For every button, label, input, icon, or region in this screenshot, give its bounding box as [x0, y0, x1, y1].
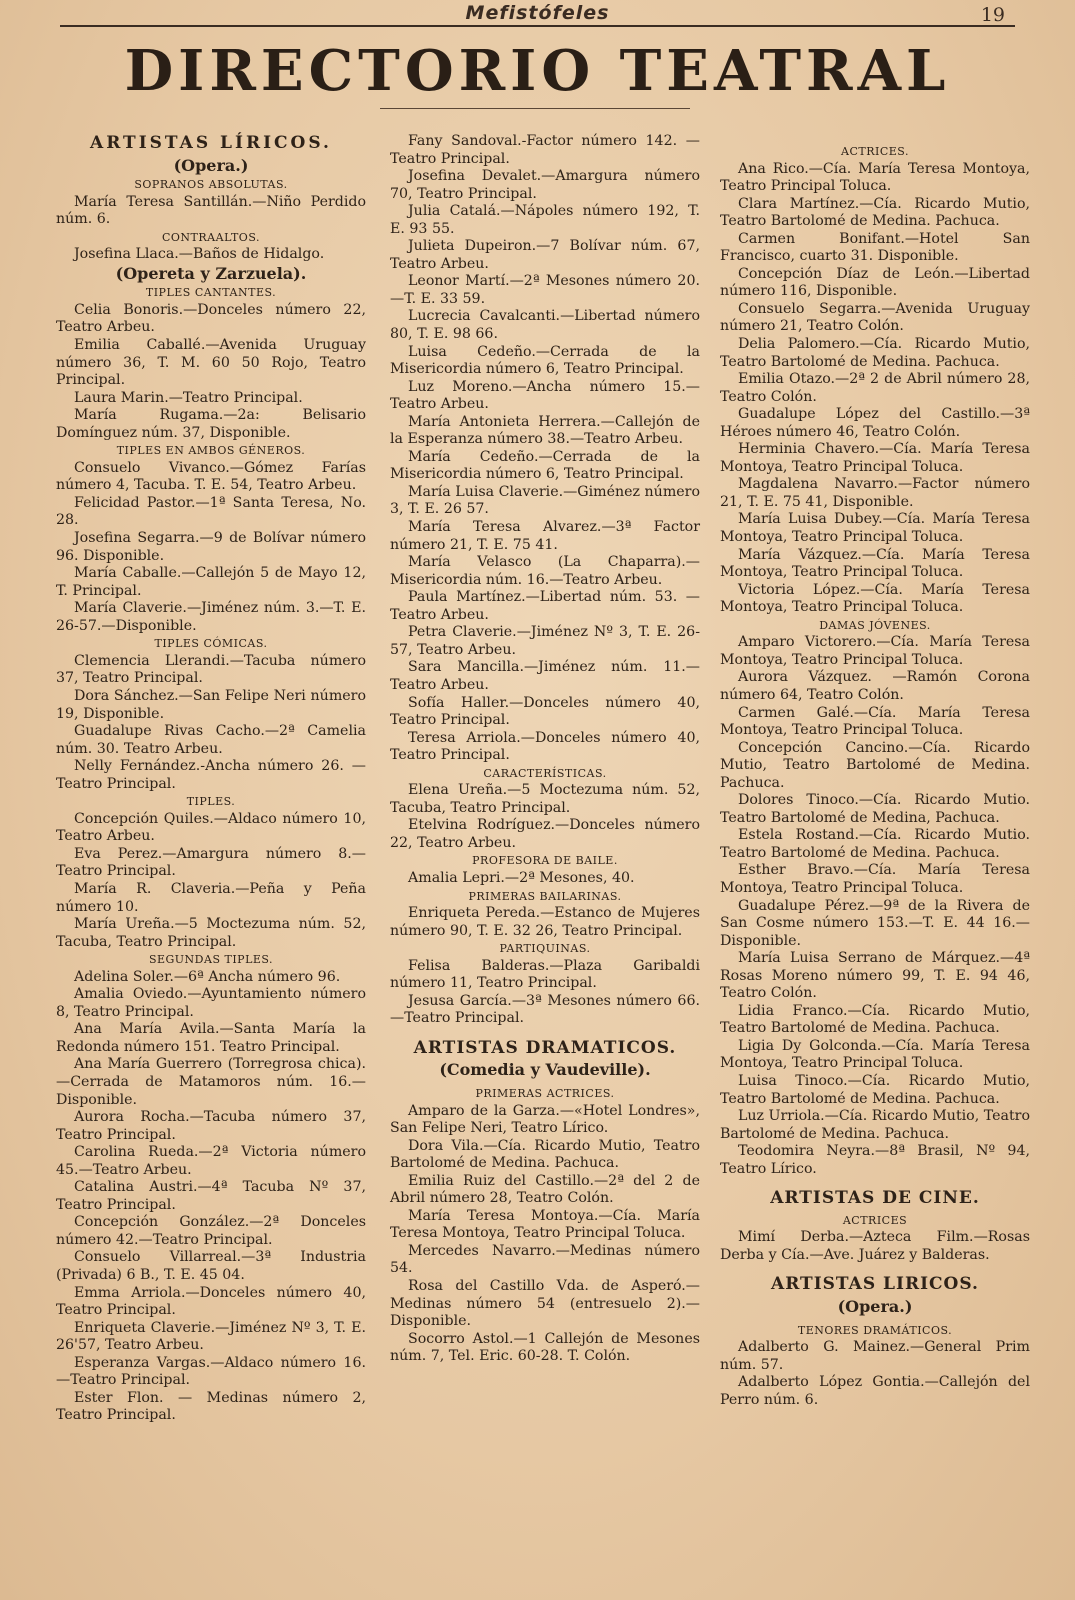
directory-entry: Jesusa García.—3ª Mesones número 66.—Teatro Principal. [390, 992, 700, 1027]
section-heading: ARTISTAS LIRICOS. [771, 1274, 979, 1295]
section-heading: ARTISTAS DE CINE. [770, 1188, 980, 1209]
directory-entry: Julieta Dupeiron.—7 Bolívar núm. 67, Teatro Arbeu. [390, 238, 700, 272]
directory-entry: Guadalupe López del Castillo.—3ª Héroes número 46, Teatro Colón. [720, 406, 1030, 440]
directory-entry: Emma Arriola.—Donceles número 40, Teatro Principal. [56, 1284, 366, 1319]
section-heading: (Opera.) [173, 155, 249, 175]
directory-entry: María Rugama.—2a: Belisario Domínguez núm. 37, Disponible. [56, 407, 366, 441]
section-heading: DAMAS JÓVENES. [819, 618, 931, 632]
directory-entry: Ana Rico.—Cía. María Teresa Montoya, Teatro Principal Toluca. [720, 160, 1030, 195]
directory-entry: Delia Palomero.—Cía. Ricardo Mutio, Teatro Bartolomé de Medina. Pachuca. [720, 336, 1030, 370]
section-heading: SOPRANOS ABSOLUTAS. [134, 178, 288, 192]
directory-entry: Consuelo Segarra.—Avenida Uruguay número 21, Teatro Colón. [720, 300, 1030, 335]
magazine-name: Mefistófeles [465, 2, 610, 24]
directory-entry: Dora Vila.—Cía. Ricardo Mutio, Teatro Bartolomé de Medina. Pachuca. [390, 1137, 700, 1172]
section-heading: TIPLES EN AMBOS GÉNEROS. [116, 444, 306, 458]
section-heading: TENORES DRAMÁTICOS. [797, 1323, 953, 1337]
directory-entry: Luisa Cedeño.—Cerrada de la Misericordia número 6, Teatro Principal. [390, 343, 700, 378]
directory-entry: Luisa Tinoco.—Cía. Ricardo Mutio, Teatro Bartolomé de Medina. Pachuca. [720, 1072, 1030, 1107]
section-heading: TIPLES CANTANTES. [145, 286, 277, 300]
directory-entry: Julia Catalá.—Nápoles número 192, T. E. 93 55. [390, 203, 700, 237]
directory-entry: Clara Martínez.—Cía. Ricardo Mutio, Teatro Bartolomé de Medina. Pachuca. [720, 195, 1030, 230]
directory-entry: Mimí Derba.—Azteca Film.—Rosas Derba y Cía.—Ave. Juárez y Balderas. [720, 1229, 1030, 1263]
directory-entry: Sara Mancilla.—Jiménez núm. 11.—Teatro Arbeu. [390, 659, 700, 693]
directory-entry: Esther Bravo.—Cía. María Teresa Montoya, Teatro Principal Toluca. [720, 862, 1030, 896]
section-heading: (Opera.) [837, 1297, 913, 1316]
directory-entry: Consuelo Vivanco.—Gómez Farías número 4, Tacuba. T. E. 54, Teatro Arbeu. [56, 459, 366, 494]
section-heading: (Comedia y Vaudeville). [439, 1060, 651, 1080]
directory-entry: Guadalupe Rivas Cacho.—2ª Camelia núm. 30. Teatro Arbeu. [56, 723, 366, 757]
column-1 [56, 133, 366, 1425]
directory-entry: Enriqueta Pereda.—Estanco de Mujeres número 90, T. E. 32 26, Teatro Principal. [390, 905, 700, 939]
directory-entry: María Antonieta Herrera.—Callejón de la Esperanza número 38.—Teatro Arbeu. [390, 413, 700, 448]
header-rule [60, 25, 1015, 27]
directory-entry: Socorro Astol.—1 Callejón de Mesones núm. 7, Tel. Eric. 60-28. T. Colón. [390, 1330, 700, 1365]
directory-entry: Petra Claverie.—Jiménez Nº 3, T. E. 26-57, Teatro Arbeu. [390, 624, 700, 658]
directory-entry: María Caballe.—Callejón 5 de Mayo 12, T. Principal. [56, 565, 366, 599]
directory-entry: María Teresa Alvarez.—3ª Factor número 21, T. E. 75 41. [390, 519, 700, 553]
directory-entry: Carolina Rueda.—2ª Victoria número 45.—Teatro Arbeu. [56, 1144, 366, 1178]
directory-entry: María Teresa Montoya.—Cía. María Teresa Montoya, Teatro Principal Toluca. [390, 1207, 700, 1242]
directory-entry: Adalberto G. Mainez.—General Prim núm. 57. [720, 1339, 1030, 1373]
directory-entry: Amparo de la Garza.—«Hotel Londres», San Felipe Neri, Teatro Lírico. [390, 1102, 700, 1137]
column-3 [720, 143, 1030, 1409]
page-title: DIRECTORIO TEATRAL [124, 38, 951, 104]
directory-entry: Celia Bonoris.—Donceles número 22, Teatro Arbeu. [56, 301, 366, 336]
directory-entry: Carmen Bonifant.—Hotel San Francisco, cuarto 31. Disponible. [720, 230, 1030, 265]
directory-entry: María Claverie.—Jiménez núm. 3.—T. E. 26-57.—Disponible. [56, 600, 366, 634]
directory-entry: Adelina Soler.—6ª Ancha número 96. [74, 968, 341, 985]
directory-entry: María Cedeño.—Cerrada de la Misericordia número 6, Teatro Principal. [390, 448, 700, 483]
directory-entry: Luz Moreno.—Ancha número 15.—Teatro Arbeu. [390, 378, 700, 413]
directory-entry: Emilia Otazo.—2ª 2 de Abril número 28, Teatro Colón. [720, 371, 1030, 405]
directory-entry: Amalia Lepri.—2ª Mesones, 40. [408, 869, 635, 886]
section-heading: PARTIQUINAS. [499, 942, 591, 956]
directory-entry: Concepción Cancino.—Cía. Ricardo Mutio, Teatro Bartolomé de Medina. Pachuca. [720, 739, 1030, 791]
directory-entry: Estela Rostand.—Cía. Ricardo Mutio. Teatro Bartolomé de Medina. Pachuca. [720, 827, 1030, 861]
directory-entry: Concepción González.—2ª Donceles número 42.—Teatro Principal. [56, 1214, 366, 1248]
page-header [0, 2, 1075, 26]
section-heading: PRIMERAS ACTRICES. [475, 1086, 615, 1100]
directory-entry: María Luisa Serrano de Márquez.—4ª Rosas Moreno número 99, T. E. 94 46, Teatro Colón. [720, 950, 1030, 1002]
directory-entry: Etelvina Rodríguez.—Donceles número 22, Teatro Arbeu. [390, 817, 700, 851]
directory-entry: Dolores Tinoco.—Cía. Ricardo Mutio. Teatro Bartolomé de Medina, Pachuca. [720, 792, 1030, 826]
column-2 [390, 133, 700, 1366]
directory-entry: Laura Marin.—Teatro Principal. [74, 389, 303, 406]
section-heading: (Opereta y Zarzuela). [115, 263, 307, 283]
directory-entry: Emilia Ruiz del Castillo.—2ª del 2 de Abril número 28, Teatro Colón. [390, 1172, 700, 1207]
section-heading: ARTISTAS LÍRICOS. [90, 133, 332, 153]
section-heading: CONTRAALTOS. [162, 230, 260, 244]
directory-entry: María Luisa Claverie.—Giménez número 3, T. E. 26 57. [390, 483, 700, 518]
directory-entry: Leonor Martí.—2ª Mesones número 20.—T. E. 33 59. [390, 273, 700, 307]
directory-entry: Teresa Arriola.—Donceles número 40, Teatro Principal. [390, 729, 700, 764]
section-heading: ACTRICES [842, 1213, 908, 1227]
directory-entry: Josefina Llaca.—Baños de Hidalgo. [74, 246, 325, 263]
directory-entry: Josefina Segarra.—9 de Bolívar número 96. Disponible. [56, 530, 366, 564]
directory-entry: Carmen Galé.—Cía. María Teresa Montoya, Teatro Principal Toluca. [720, 704, 1030, 739]
directory-entry: Ester Flon. — Medinas número 2, Teatro Principal. [56, 1389, 366, 1424]
directory-entry: Magdalena Navarro.—Factor número 21, T. E. 75 41, Disponible. [720, 476, 1030, 510]
title-rule [380, 108, 690, 109]
directory-entry: Nelly Fernández.-Ancha número 26. —Teatro Principal. [56, 758, 366, 792]
directory-entry: Esperanza Vargas.—Aldaco número 16.—Teatro Principal. [56, 1354, 366, 1389]
directory-entry: Luz Urriola.—Cía. Ricardo Mutio, Teatro Bartolomé de Medina. Pachuca. [720, 1108, 1030, 1142]
directory-entry: María Ureña.—5 Moctezuma núm. 52, Tacuba, Teatro Principal. [56, 916, 366, 950]
directory-entry: Dora Sánchez.—San Felipe Neri número 19, Disponible. [56, 687, 366, 722]
directory-entry: María Luisa Dubey.—Cía. María Teresa Montoya, Teatro Principal Toluca. [720, 511, 1030, 546]
directory-entry: Aurora Rocha.—Tacuba número 37, Teatro Principal. [56, 1109, 366, 1143]
directory-entry: María R. Claveria.—Peña y Peña número 10. [56, 880, 366, 915]
directory-entry: María Vázquez.—Cía. María Teresa Montoya, Teatro Principal Toluca. [720, 546, 1030, 581]
directory-entry: Herminia Chavero.—Cía. María Teresa Montoya, Teatro Principal Toluca. [720, 441, 1030, 475]
section-heading: TIPLES. [186, 795, 236, 809]
directory-entry: Teodomira Neyra.—8ª Brasil, Nº 94, Teatro Lírico. [720, 1143, 1030, 1177]
section-heading: SEGUNDAS TIPLES. [148, 953, 274, 967]
directory-entry: Josefina Devalet.—Amargura número 70, Teatro Principal. [390, 168, 700, 202]
directory-entry: Emilia Caballé.—Avenida Uruguay número 36, T. M. 60 50 Rojo, Teatro Principal. [56, 337, 366, 389]
page-number: 19 [980, 4, 1005, 26]
section-heading: ACTRICES. [841, 145, 909, 158]
section-heading: ARTISTAS DRAMATICOS. [413, 1037, 677, 1058]
directory-entry: Rosa del Castillo Vda. de Asperó.—Medinas número 54 (entresuelo 2).—Disponible. [390, 1278, 700, 1330]
directory-entry: Sofía Haller.—Donceles número 40, Teatro Principal. [390, 694, 700, 729]
directory-entry: Paula Martínez.—Libertad núm. 53. —Teatro Arbeu. [390, 589, 700, 623]
directory-entry: Amparo Victorero.—Cía. María Teresa Montoya, Teatro Principal Toluca. [720, 634, 1030, 668]
directory-entry: María Velasco (La Chaparra).—Misericordia núm. 16.—Teatro Arbeu. [390, 554, 700, 588]
directory-entry: Eva Perez.—Amargura número 8.—Teatro Principal. [56, 845, 366, 880]
section-heading: TIPLES CÓMICAS. [154, 637, 268, 651]
directory-entry: Mercedes Navarro.—Medinas número 54. [390, 1242, 700, 1277]
directory-entry: Amalia Oviedo.—Ayuntamiento número 8, Teatro Principal. [56, 986, 366, 1020]
directory-entry: Guadalupe Pérez.—9ª de la Rivera de San Cosme número 153.—T. E. 44 16.—Disponible. [720, 897, 1030, 949]
directory-entry: Victoria López.—Cía. María Teresa Montoya, Teatro Principal Toluca. [720, 581, 1030, 616]
directory-entry: Felisa Balderas.—Plaza Garibaldi número 11, Teatro Principal. [390, 957, 700, 992]
directory-entry: Enriqueta Claverie.—Jiménez Nº 3, T. E. 26'57, Teatro Arbeu. [56, 1319, 366, 1354]
directory-entry: Felicidad Pastor.—1ª Santa Teresa, No. 28. [56, 494, 366, 529]
directory-entry: Ana María Guerrero (Torregrosa chica).—Cerrada de Matamoros núm. 16.—Disponible. [56, 1056, 366, 1108]
directory-entry: Concepción Quiles.—Aldaco número 10, Teatro Arbeu. [56, 810, 366, 845]
directory-entry: Lucrecia Cavalcanti.—Libertad número 80, T. E. 98 66. [390, 308, 700, 343]
directory-entry: Catalina Austri.—4ª Tacuba Nº 37, Teatro Principal. [56, 1179, 366, 1213]
section-heading: CARACTERÍSTICAS. [483, 766, 607, 780]
directory-entry: Aurora Vázquez. —Ramón Corona número 64, Teatro Colón. [720, 669, 1030, 703]
section-heading: PRIMERAS BAILARINAS. [468, 889, 622, 903]
directory-entry: Fany Sandoval.-Factor número 142. —Teatro Principal. [390, 133, 700, 167]
directory-entry: María Teresa Santillán.—Niño Perdido núm. 6. [56, 193, 366, 228]
directory-entry: Adalberto López Gontia.—Callejón del Perro núm. 6. [720, 1374, 1030, 1408]
directory-entry: Elena Ureña.—5 Moctezuma núm. 52, Tacuba, Teatro Principal. [390, 782, 700, 816]
directory-entry: Lidia Franco.—Cía. Ricardo Mutio, Teatro Bartolomé de Medina. Pachuca. [720, 1002, 1030, 1037]
directory-entry: Consuelo Villarreal.—3ª Industria (Privada) 6 B., T. E. 45 04. [56, 1249, 366, 1283]
section-heading: PROFESORA DE BAILE. [472, 854, 618, 868]
directory-entry: Clemencia Llerandi.—Tacuba número 37, Teatro Principal. [56, 652, 366, 687]
directory-entry: Ligia Dy Golconda.—Cía. María Teresa Montoya, Teatro Principal Toluca. [720, 1037, 1030, 1072]
directory-entry: Ana María Avila.—Santa María la Redonda número 151. Teatro Principal. [56, 1021, 366, 1055]
directory-entry: Concepción Díaz de León.—Libertad número 116, Disponible. [720, 265, 1030, 300]
